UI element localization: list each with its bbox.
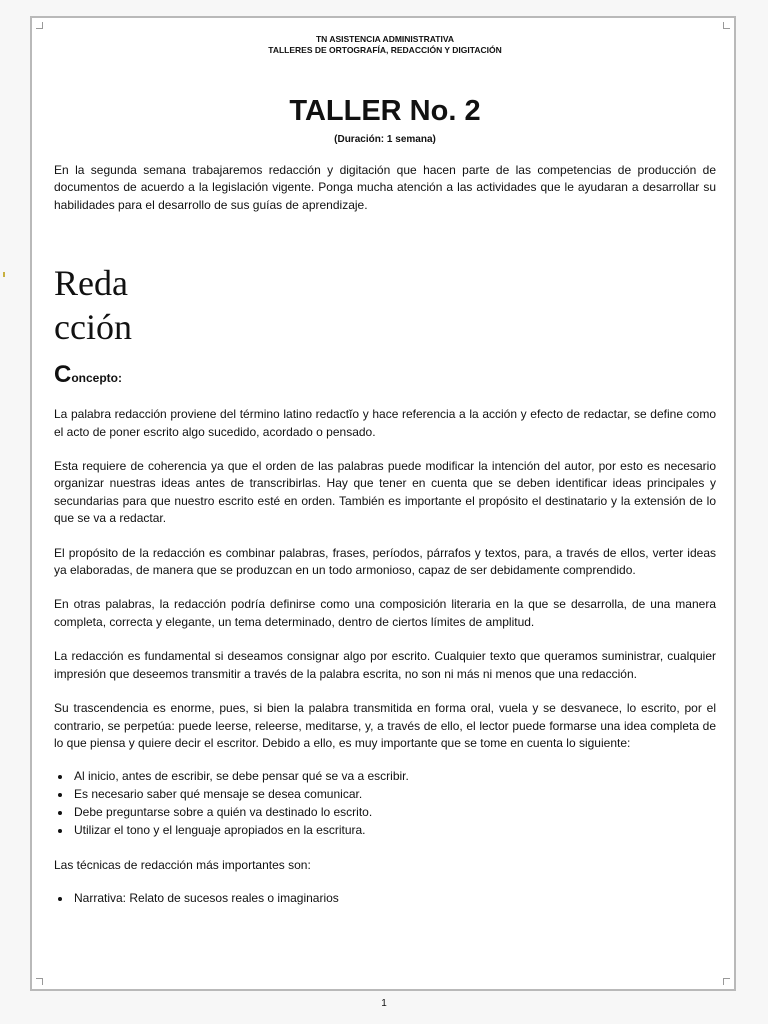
- margin-mark: [3, 272, 5, 277]
- concept-initial: C: [54, 361, 72, 389]
- concept-heading: [54, 361, 716, 389]
- paragraph-3: El propósito de la redacción es combinar palabras, frases, períodos, párrafos y textos, para, a través de ellos, verter ideas ya elaboradas, de manera que se produzcan en un todo armonioso, capaz de ser debidamente comprendido.: [54, 545, 716, 578]
- duration-note: (Duración: 1 semana): [334, 134, 436, 145]
- page-number: 1: [381, 998, 387, 1009]
- techniques-list: [54, 890, 716, 908]
- crop-mark-bottom-right: [723, 978, 730, 985]
- paragraph-1: La palabra redacción proviene del término latino redactĭo y hace referencia a la acción y efecto de redactar, se define como el acto de poner escrito algo sucedido, acordado o pensado.: [54, 407, 716, 439]
- list-item: • Utilizar el tono y el lenguaje apropiados en la escritura.: [72, 822, 384, 840]
- paragraph-6: Su trascendencia es enorme, pues, si bien la palabra transmitida en forma oral, vuela y se desvanece, lo escrito, por el contrario, se perpetúa: puede leerse, releerse, meditarse, y, a través de ello, el lector puede formarse una idea completa de lo que piensa y quiere decir el escritor. Debido a ello, es muy importante que se tome en cuenta lo siguiente:: [54, 701, 716, 750]
- crop-mark-top-left: [36, 22, 43, 29]
- page-content: [54, 34, 716, 908]
- section-heading-line-1: Reda: [54, 263, 128, 304]
- section-heading-line-2: cción: [54, 307, 132, 348]
- page-title: TALLER No. 2: [289, 95, 481, 127]
- list-item: • Al inicio, antes de escribir, se debe pensar qué se va a escribir.: [72, 768, 716, 786]
- paragraph-2: Esta requiere de coherencia ya que el orden de las palabras puede modificar la intención del autor, por esto es necesario organizar nuestras ideas antes de transcribirlas. Hay que tener en cuenta que se deben identificar ideas principales y secundarias para que nuestro escrito esté en orden. También es importante el propósito el destinatario y la extensión de lo que se va a redactar.: [54, 459, 716, 526]
- document-page: [30, 16, 736, 991]
- list-item: • Es necesario saber qué mensaje se desea comunicar.: [72, 786, 716, 804]
- header-line-2: TALLERES DE ORTOGRAFÍA, REDACCIÓN Y DIGITACIÓN: [268, 45, 502, 55]
- header-line-1: TN ASISTENCIA ADMINISTRATIVA: [315, 34, 455, 44]
- paragraph-4: En otras palabras, la redacción podría definirse como una composición literaria en la que se desarrolla, de una manera completa, correcta y elegante, un tema determinado, dentro de ciertos límites de amplitud.: [54, 597, 716, 629]
- crop-mark-top-right: [723, 22, 730, 29]
- list-item: • Debe preguntarse sobre a quién va destinado lo escrito.: [72, 804, 716, 822]
- concept-rest: oncepto:: [71, 371, 123, 386]
- list-item: • Narrativa: Relato de sucesos reales o imaginarios: [72, 890, 716, 908]
- paragraph-5: La redacción es fundamental si deseamos consignar algo por escrito. Cualquier texto que queramos suministrar, cualquier impresión que deseemos transmitir a través de la palabra escrita, no son ni más ni menos que una redacción.: [54, 649, 716, 681]
- intro-paragraph: En la segunda semana trabajaremos redacción y digitación que hacen parte de las competencias de producción de documentos de acuerdo a la legislación vigente. Ponga mucha atención a las actividades que le ayudaran a desarrollar su habilidades para el desarrollo de sus guías de aprendizaje.: [54, 163, 716, 212]
- techniques-intro: Las técnicas de redacción más importantes son:: [54, 857, 311, 872]
- section-heading: [54, 261, 174, 349]
- recommendations-list: [54, 768, 716, 839]
- crop-mark-bottom-left: [36, 978, 43, 985]
